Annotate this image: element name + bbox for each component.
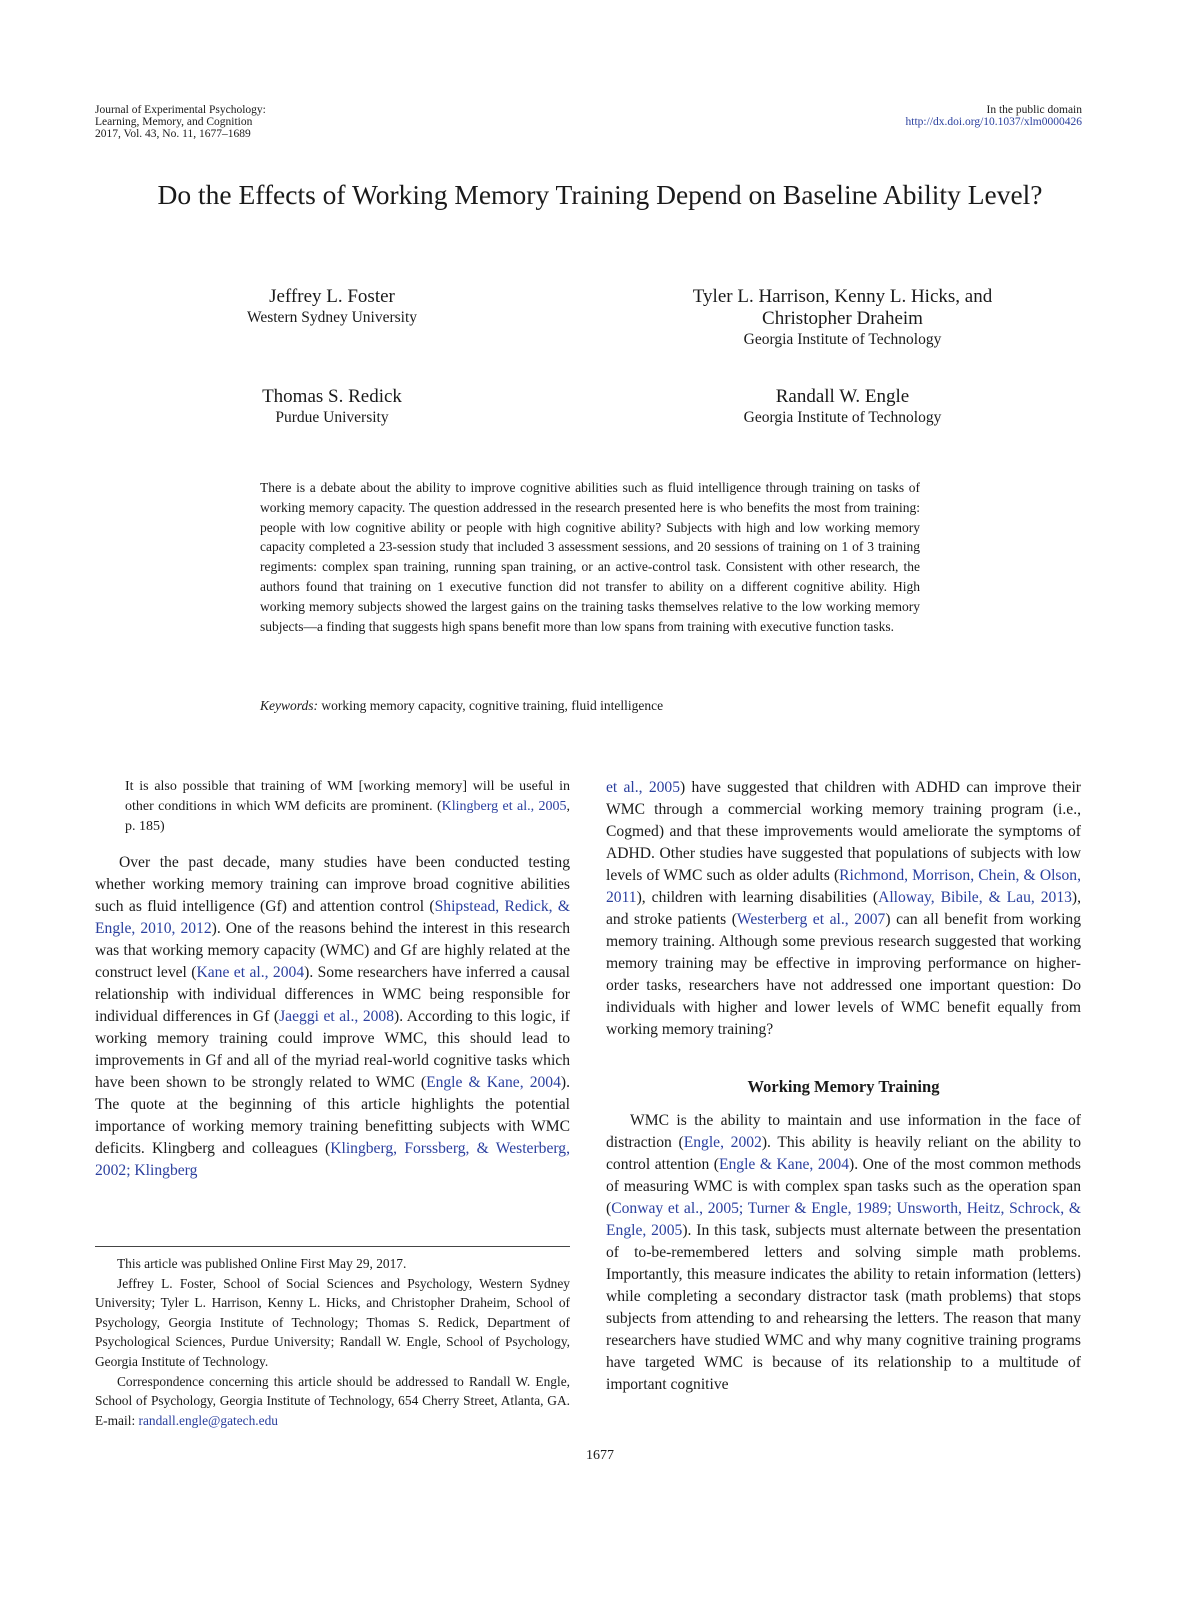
text-run: ). This ability is heavily reliant on the ability to control attention ( (606, 1134, 1082, 1173)
journal-citation (95, 104, 395, 140)
text-run: ). One of the reasons behind the interest in this research was that working memory capacity (WMC) and Gf are highly related at the construct level ( (95, 920, 571, 981)
article-title: Do the Effects of Working Memory Training Depend on Baseline Ability Level? (157, 179, 1043, 210)
keywords-list: working memory capacity, cognitive training, fluid intelligence (321, 698, 664, 713)
keywords (260, 697, 920, 715)
author-name: Thomas S. Redick (262, 386, 402, 407)
author-affiliation: Georgia Institute of Technology (743, 331, 942, 348)
footnote-correspondence (95, 1372, 570, 1431)
journal-name-line2: Learning, Memory, and Cognition (95, 116, 253, 128)
left-column (95, 852, 570, 1182)
author-harrison-hicks-draheim (630, 286, 1055, 350)
intro-paragraph-continued (606, 777, 1081, 1041)
author-name: Jeffrey L. Foster (269, 286, 395, 307)
citation-link[interactable]: Engle & Kane, 2004 (718, 1156, 850, 1173)
section-paragraph (606, 1110, 1081, 1396)
page-number: 1677 (586, 1448, 614, 1463)
author-redick (182, 386, 482, 428)
text-run: Correspondence concerning this article should be addressed to Randall W. Engle, School of Psychology, Georgia Institute of Technology, 654 Cherry Street, Atlanta, GA. E-mail: (95, 1373, 570, 1428)
citation-link[interactable]: Engle & Kane, 2004 (426, 1074, 561, 1091)
footnote-divider (95, 1246, 570, 1247)
citation-link[interactable]: Conway et al., 2005; Turner & Engle, 1989; Unsworth, Heitz, Schrock, & Engle, 2005 (606, 1200, 1081, 1239)
text-run: ). According to this logic, if working memory training could improve WMC, this should lead to improvements in Gf and all of the myriad real-world cognitive tasks which have been shown to be strongly related to WMC ( (95, 1008, 570, 1091)
citation-link[interactable]: et al., 2005 (606, 779, 681, 796)
text-run: ), children with learning disabilities ( (636, 889, 879, 906)
footnotes (95, 1254, 570, 1430)
journal-volume: 2017, Vol. 43, No. 11, 1677–1689 (95, 128, 251, 140)
abstract: There is a debate about the ability to improve cognitive abilities such as fluid intelligence through training on tasks of working memory capacity. The question addressed in the research presented here is who benefits the most from training: people with low cognitive ability or people with high cognitive ability? Subjects with high and low working memory capacity completed a 23-session study that included 3 assessment sessions, and 20 sessions of training on 1 of 3 training regiments: complex span training, running span training, or an active-control task. Consistent with other research, the authors found that training on 1 executive function did not transfer to ability on a different cognitive ability. High working memory subjects showed the largest gains on the training tasks themselves relative to the low working memory subjects—a finding that suggests high spans benefit more than low spans from training with executive function tasks. (260, 480, 920, 634)
text-run: ). The quote at the beginning of this article highlights the potential importance of working memory training benefitting subjects with WMC deficits. Klingberg and colleagues ( (95, 1074, 570, 1157)
footnote-published: This article was published Online First May 29, 2017. (117, 1256, 407, 1271)
author-name: Randall W. Engle (775, 386, 910, 407)
epigraph-quote (125, 777, 570, 836)
author-affiliation: Western Sydney University (246, 309, 418, 326)
citation-link[interactable]: Klingberg, Forssberg, & Westerberg, 2002; Klingberg (95, 1140, 570, 1179)
intro-paragraph (95, 852, 570, 1182)
public-domain-note: In the public domain (986, 104, 1082, 116)
author-affiliation: Georgia Institute of Technology (743, 409, 942, 426)
citation-link[interactable]: Kane et al., 2004 (196, 964, 305, 981)
citation-link[interactable]: Richmond, Morrison, Chein, & Olson, 2011 (606, 867, 1081, 906)
text-run: ). In this task, subjects must alternate between the presentation of to-be-remembered letters and solving simple math problems. Importantly, this measure indicates the ability to retain information (letters) while completing a secondary distractor task (math problems) that stops subjects from attending to and rehearsing the letters. The reason that many researchers have studied WMC and why many cognitive training programs have targeted WMC is because of its relationship to a multitude of important cognitive (606, 1222, 1081, 1393)
citation-link[interactable]: Klingberg et al., 2005 (441, 798, 567, 814)
citation-link[interactable]: Jaeggi et al., 2008 (279, 1008, 395, 1025)
text-run: ) have suggested that children with ADHD can improve their WMC through a commercial working memory training program (i.e., Cogmed) and that these improvements would ameliorate the symptoms of ADHD. Other studies have suggested that populations of subjects with low levels of WMC such as older adults ( (606, 779, 1082, 884)
author-engle (690, 386, 995, 428)
author-affiliation: Purdue University (275, 409, 389, 426)
quote-tail: , p. 185) (125, 798, 570, 834)
footnote-affiliations: Jeffrey L. Foster, School of Social Sciences and Psychology, Western Sydney University; Tyler L. Harrison, Kenny L. Hicks, and Christopher Draheim, School of Psychology, Georgia Institute of Technology; Thomas S. Redick, Department of Psychological Sciences, Purdue University; Randall W. Engle, School of Psychology, Georgia Institute of Technology. (95, 1275, 570, 1369)
text-run: ) can all benefit from working memory training. Although some previous research suggested that working memory training may be effective in improving performance on higher-order tasks, researchers have not addressed one important question: Do individuals with higher and lower levels of WMC benefit equally from working memory training? (606, 911, 1081, 1038)
citation-link[interactable]: Shipstead, Redick, & Engle, 2010, 2012 (95, 898, 570, 937)
text-run: WMC is the ability to maintain and use information in the face of distraction ( (606, 1112, 1081, 1151)
author-foster (182, 286, 482, 328)
text-run: ). Some researchers have inferred a causal relationship with individual differences in WMC being responsible for individual differences in Gf ( (95, 964, 570, 1025)
keywords-label: Keywords: (260, 698, 318, 713)
citation-link[interactable]: Engle, 2002 (683, 1134, 762, 1151)
email-link[interactable]: randall.engle@gatech.edu (138, 1412, 278, 1428)
quote-text: It is also possible that training of WM [working memory] will be useful in other conditions in which WM deficits are prominent. ( (125, 779, 570, 814)
copyright-doi (782, 104, 1082, 128)
author-names-line2: Christopher Draheim (762, 308, 923, 329)
right-column (606, 777, 1081, 1396)
citation-link[interactable]: Westerberg et al., 2007 (736, 911, 886, 928)
section-heading: Working Memory Training (747, 1077, 940, 1096)
journal-name-line1: Journal of Experimental Psychology: (95, 104, 266, 116)
text-run: Over the past decade, many studies have been conducted testing whether working memory training can improve broad cognitive abilities such as fluid intelligence (Gf) and attention control ( (95, 854, 570, 915)
text-run: ). One of the most common methods of measuring WMC is with complex span tasks such as the operation span ( (606, 1156, 1081, 1217)
citation-link[interactable]: Alloway, Bibile, & Lau, 2013 (878, 889, 1072, 906)
text-run: ), and stroke patients ( (606, 889, 1082, 928)
doi-link[interactable]: http://dx.doi.org/10.1037/xlm0000426 (905, 116, 1082, 128)
author-names-line1: Tyler L. Harrison, Kenny L. Hicks, and (692, 286, 993, 307)
